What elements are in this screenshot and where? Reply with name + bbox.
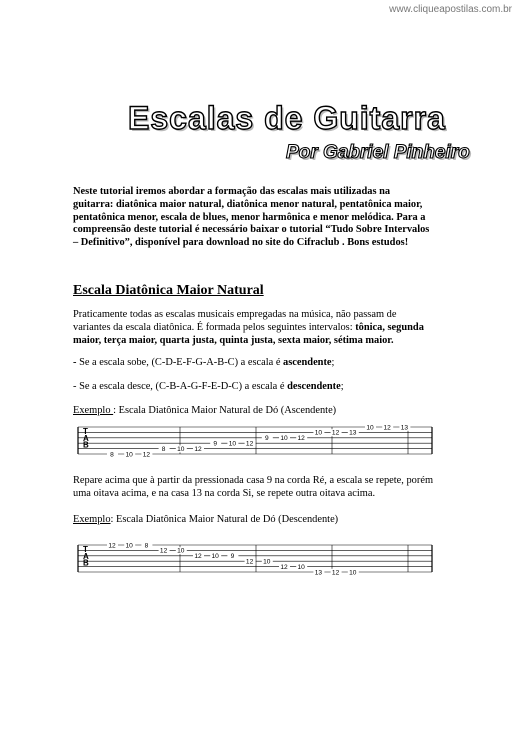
- tab-desc-fret-number: 12: [108, 542, 116, 550]
- tab-asc-fret-number: 12: [245, 440, 254, 448]
- tab-asc-fret-number: 9: [264, 435, 269, 443]
- descending-term: descendente: [287, 381, 341, 392]
- author-subtitle: Por Gabriel Pinheiro: [286, 142, 470, 163]
- tab-desc-fret-number: 10: [263, 558, 271, 566]
- tab-asc-tab-letter: B: [83, 440, 89, 450]
- intervals-list: tônica, segunda maior, terça maior, quarta justa, quinta justa, sexta maior, sétima maior.: [73, 322, 424, 346]
- tab-desc-fret-number: 10: [177, 547, 185, 555]
- tab-desc-fret-number: 10: [125, 542, 133, 550]
- tab-desc-tab-letter: A: [83, 551, 89, 561]
- tab-asc-tab-letter: T: [83, 427, 88, 437]
- example1-caption: [73, 404, 435, 417]
- example1-text: : Escala Diatônica Maior Natural de Dó (Ascendente): [113, 405, 337, 416]
- tab-asc-fret-number: 12: [142, 451, 151, 459]
- example1-label: Exemplo: [73, 405, 114, 416]
- site-url[interactable]: www.cliqueapostilas.com.br: [389, 4, 512, 15]
- example2-label: Exemplo: [73, 514, 111, 525]
- tab-asc-fret-number: 10: [280, 435, 288, 443]
- intervals-text: Praticamente todas as escalas musicais empregadas na música, não passam de variantes da escala diatônica. É formada pelos seguintes intervalos:: [73, 309, 397, 333]
- intro-paragraph: Neste tutorial iremos abordar a formação das escalas mais utilizadas na guitarra: diatônica maior natural, diatônica menor natural, pentatônica maior, pentatônica menor, escala de blues, menor harmônica e menor melódica. Para a compreensão deste tutorial é necessário baixar o tutorial “Tudo Sobre Intervalos – Definitivo”, disponível para download no site do Cifraclub . Bons estudos!: [73, 186, 430, 249]
- tab-asc-fret-number: 13: [349, 429, 357, 437]
- tablature-ascending: [76, 423, 434, 463]
- tab-asc-fret-number: 10: [228, 440, 237, 448]
- descending-text: Se a escala desce, (C-B-A-G-F-E-D-C) a escala é: [79, 381, 288, 392]
- page-title: Escalas de Guitarra: [128, 100, 446, 136]
- tab-asc-tab-letter: A: [83, 433, 89, 443]
- tab-asc-fret-number: 10: [314, 429, 323, 437]
- tab-desc-fret-number: 9: [230, 553, 235, 561]
- tab-desc-fret-number: 13: [314, 569, 323, 577]
- tab-asc-fret-number: 8: [161, 445, 166, 453]
- tab-asc-fret-number: 12: [383, 424, 391, 432]
- ascending-term: ascendente: [283, 357, 332, 368]
- tablature-ascending-svg: [76, 423, 434, 463]
- tab-desc-fret-number: 12: [159, 547, 168, 555]
- tab-asc-fret-number: 12: [194, 445, 202, 453]
- example2-caption: [73, 513, 435, 526]
- tab-desc-fret-number: 12: [245, 558, 254, 566]
- descending-dash: -: [73, 381, 80, 392]
- tab-asc-fret-number: 10: [366, 424, 374, 432]
- ascending-dash: -: [73, 357, 80, 368]
- tab-asc-fret-number: 10: [177, 445, 185, 453]
- tab-desc-fret-number: 10: [211, 553, 219, 561]
- tab-desc-fret-number: 10: [297, 563, 305, 571]
- tab-desc-fret-number: 10: [349, 569, 357, 577]
- tab-asc-fret-number: 13: [400, 424, 409, 432]
- octave-paragraph: Repare acima que à partir da pressionada casa 9 na corda Ré, a escala se repete, porém uma oitava acima, e na casa 13 na corda Si, se repete outra oitava acima.: [73, 475, 434, 499]
- tablature-descending: [76, 541, 434, 581]
- tab-asc-fret-number: 8: [110, 451, 114, 459]
- tablature-descending-svg: [76, 541, 434, 581]
- tab-asc-fret-number: 10: [125, 451, 133, 459]
- descending-end: ;: [340, 381, 344, 392]
- tab-desc-fret-number: 8: [144, 542, 149, 550]
- tab-asc-fret-number: 9: [213, 440, 218, 448]
- tab-desc-tab-letter: B: [83, 558, 89, 568]
- ascending-text: Se a escala sobe, (C-D-E-F-G-A-B-C) a escala é: [79, 357, 284, 368]
- section-title: Escala Diatônica Maior Natural: [73, 283, 264, 298]
- tab-desc-fret-number: 12: [331, 569, 340, 577]
- ascending-end: ;: [331, 357, 335, 368]
- tab-desc-tab-letter: T: [83, 545, 88, 555]
- intervals-paragraph: [73, 308, 435, 347]
- tab-desc-fret-number: 12: [280, 563, 288, 571]
- tab-asc-fret-number: 12: [331, 429, 340, 437]
- ascending-line: [73, 356, 435, 369]
- example2-text: : Escala Diatônica Maior Natural de Dó (Descendente): [110, 514, 339, 525]
- tab-asc-fret-number: 12: [297, 435, 305, 443]
- tab-desc-fret-number: 12: [194, 553, 202, 561]
- descending-line: [73, 380, 435, 393]
